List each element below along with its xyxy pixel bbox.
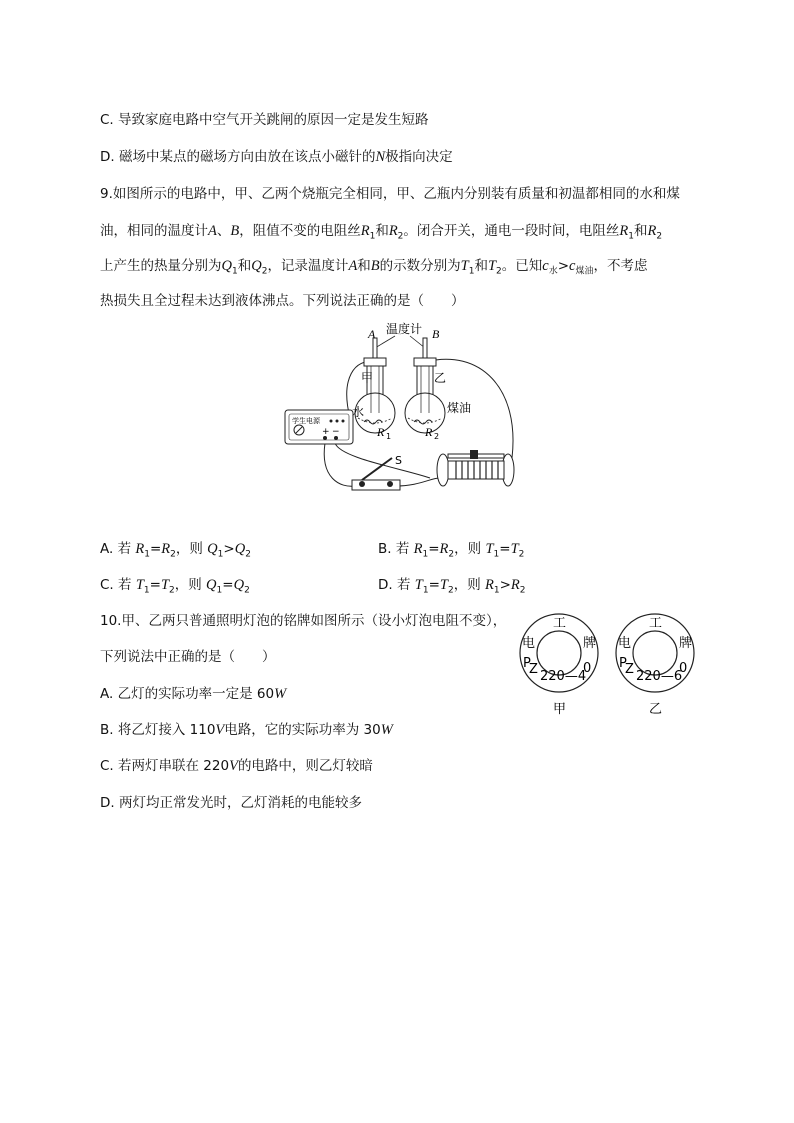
badge-text-top: 工: [553, 616, 567, 631]
badge-text-right: 牌: [583, 636, 597, 651]
q9-option-d: D. 若 $T_1=T_2$，则 $R_1>R_2$: [378, 577, 526, 596]
q10-option-a: A. 乙灯的实际功率一定是 60W: [100, 686, 287, 702]
resistor-r2-label: R: [425, 425, 433, 439]
resistor-r2-subscript: 2: [434, 432, 440, 441]
badge-text-top: 工: [649, 616, 663, 631]
q10-option-c: C. 若两灯串联在 220V的电路中，则乙灯较暗: [100, 758, 373, 774]
badge-caption: 乙: [649, 702, 663, 717]
bulb-nameplate-yi: [614, 608, 700, 718]
power-supply-label: 学生电源: [292, 417, 320, 425]
q9-option-a: A. 若 $R_1=R_2$，则 $Q_1>Q_2$: [100, 541, 251, 560]
q9-stem-line4: 热损失且全过程未达到液体沸点。下列说法正确的是（ ）: [100, 293, 465, 309]
thermometer-label: 温度计: [386, 322, 423, 336]
badge-spec-zero: 0: [679, 661, 688, 676]
badge-text-right: 牌: [679, 636, 693, 651]
q9-stem-line3: 上产生的热量分别为$Q_1$和$Q_2$，记录温度计A和B的示数分别为$T_1$和$T_2$。已知$c_水>c_{煤油}$，不考虑: [100, 258, 648, 277]
flask-yi-label: 乙: [434, 371, 447, 385]
kerosene-label: 煤油: [447, 401, 472, 415]
minus-terminal-label: −: [332, 427, 340, 437]
badge-text-left: 电: [522, 636, 536, 651]
badge-spec: 220—4: [540, 669, 587, 684]
q9-option-b: B. 若 $R_1=R_2$，则 $T_1=T_2$: [378, 541, 525, 560]
badge-spec-zero: 0: [583, 661, 592, 676]
water-label: 水: [352, 405, 365, 419]
q10-stem-line2: 下列说法中正确的是（ ）: [100, 649, 276, 665]
q10-option-b: B. 将乙灯接入 110V电路，它的实际功率为 30W: [100, 722, 393, 738]
badge-text-z: Z: [529, 662, 538, 677]
badge-spec: 220—6: [636, 669, 683, 684]
q9-stem-line2: 油，相同的温度计A、B，阻值不变的电阻丝$R_1$和$R_2$。闭合开关，通电一段时间，电阻丝$R_1$和$R_2$: [100, 223, 663, 242]
switch-label: S: [395, 454, 402, 467]
resistor-r1-label: R: [377, 425, 385, 439]
bulb-nameplate-jia: [518, 608, 604, 718]
q8-option-c: C. 导致家庭电路中空气开关跳闸的原因一定是发生短路: [100, 112, 429, 128]
rheostat-icon: [437, 450, 514, 486]
thermometer-a-label: A: [368, 327, 376, 341]
thermometer-b-label: B: [432, 327, 440, 341]
resistor-r1-subscript: 1: [386, 432, 392, 441]
badge-text-p: P: [619, 656, 627, 671]
q10-stem-line1: 10.甲、乙两只普通照明灯泡的铭牌如图所示（设小灯泡电阻不变），: [100, 613, 507, 629]
badge-text-z: Z: [625, 662, 634, 677]
q9-circuit-figure: [280, 318, 530, 508]
q9-option-c: C. 若 $T_1=T_2$，则 $Q_1=Q_2$: [100, 577, 250, 596]
flask-jia-icon: [355, 358, 395, 433]
power-supply-icon: [285, 410, 353, 444]
flask-yi-icon: [405, 358, 445, 433]
badge-caption: 甲: [553, 702, 567, 717]
q8-option-d: D. 磁场中某点的磁场方向由放在该点小磁针的N极指向决定: [100, 149, 453, 165]
q9-stem-line1: 9.如图所示的电路中，甲、乙两个烧瓶完全相同，甲、乙瓶内分别装有质量和初温都相同的水和煤: [100, 186, 680, 202]
q10-option-d: D. 两灯均正常发光时，乙灯消耗的电能较多: [100, 795, 362, 811]
badge-text-p: P: [523, 656, 531, 671]
badge-text-left: 电: [618, 636, 632, 651]
plus-terminal-label: +: [322, 427, 330, 437]
flask-jia-label: 甲: [361, 371, 374, 385]
